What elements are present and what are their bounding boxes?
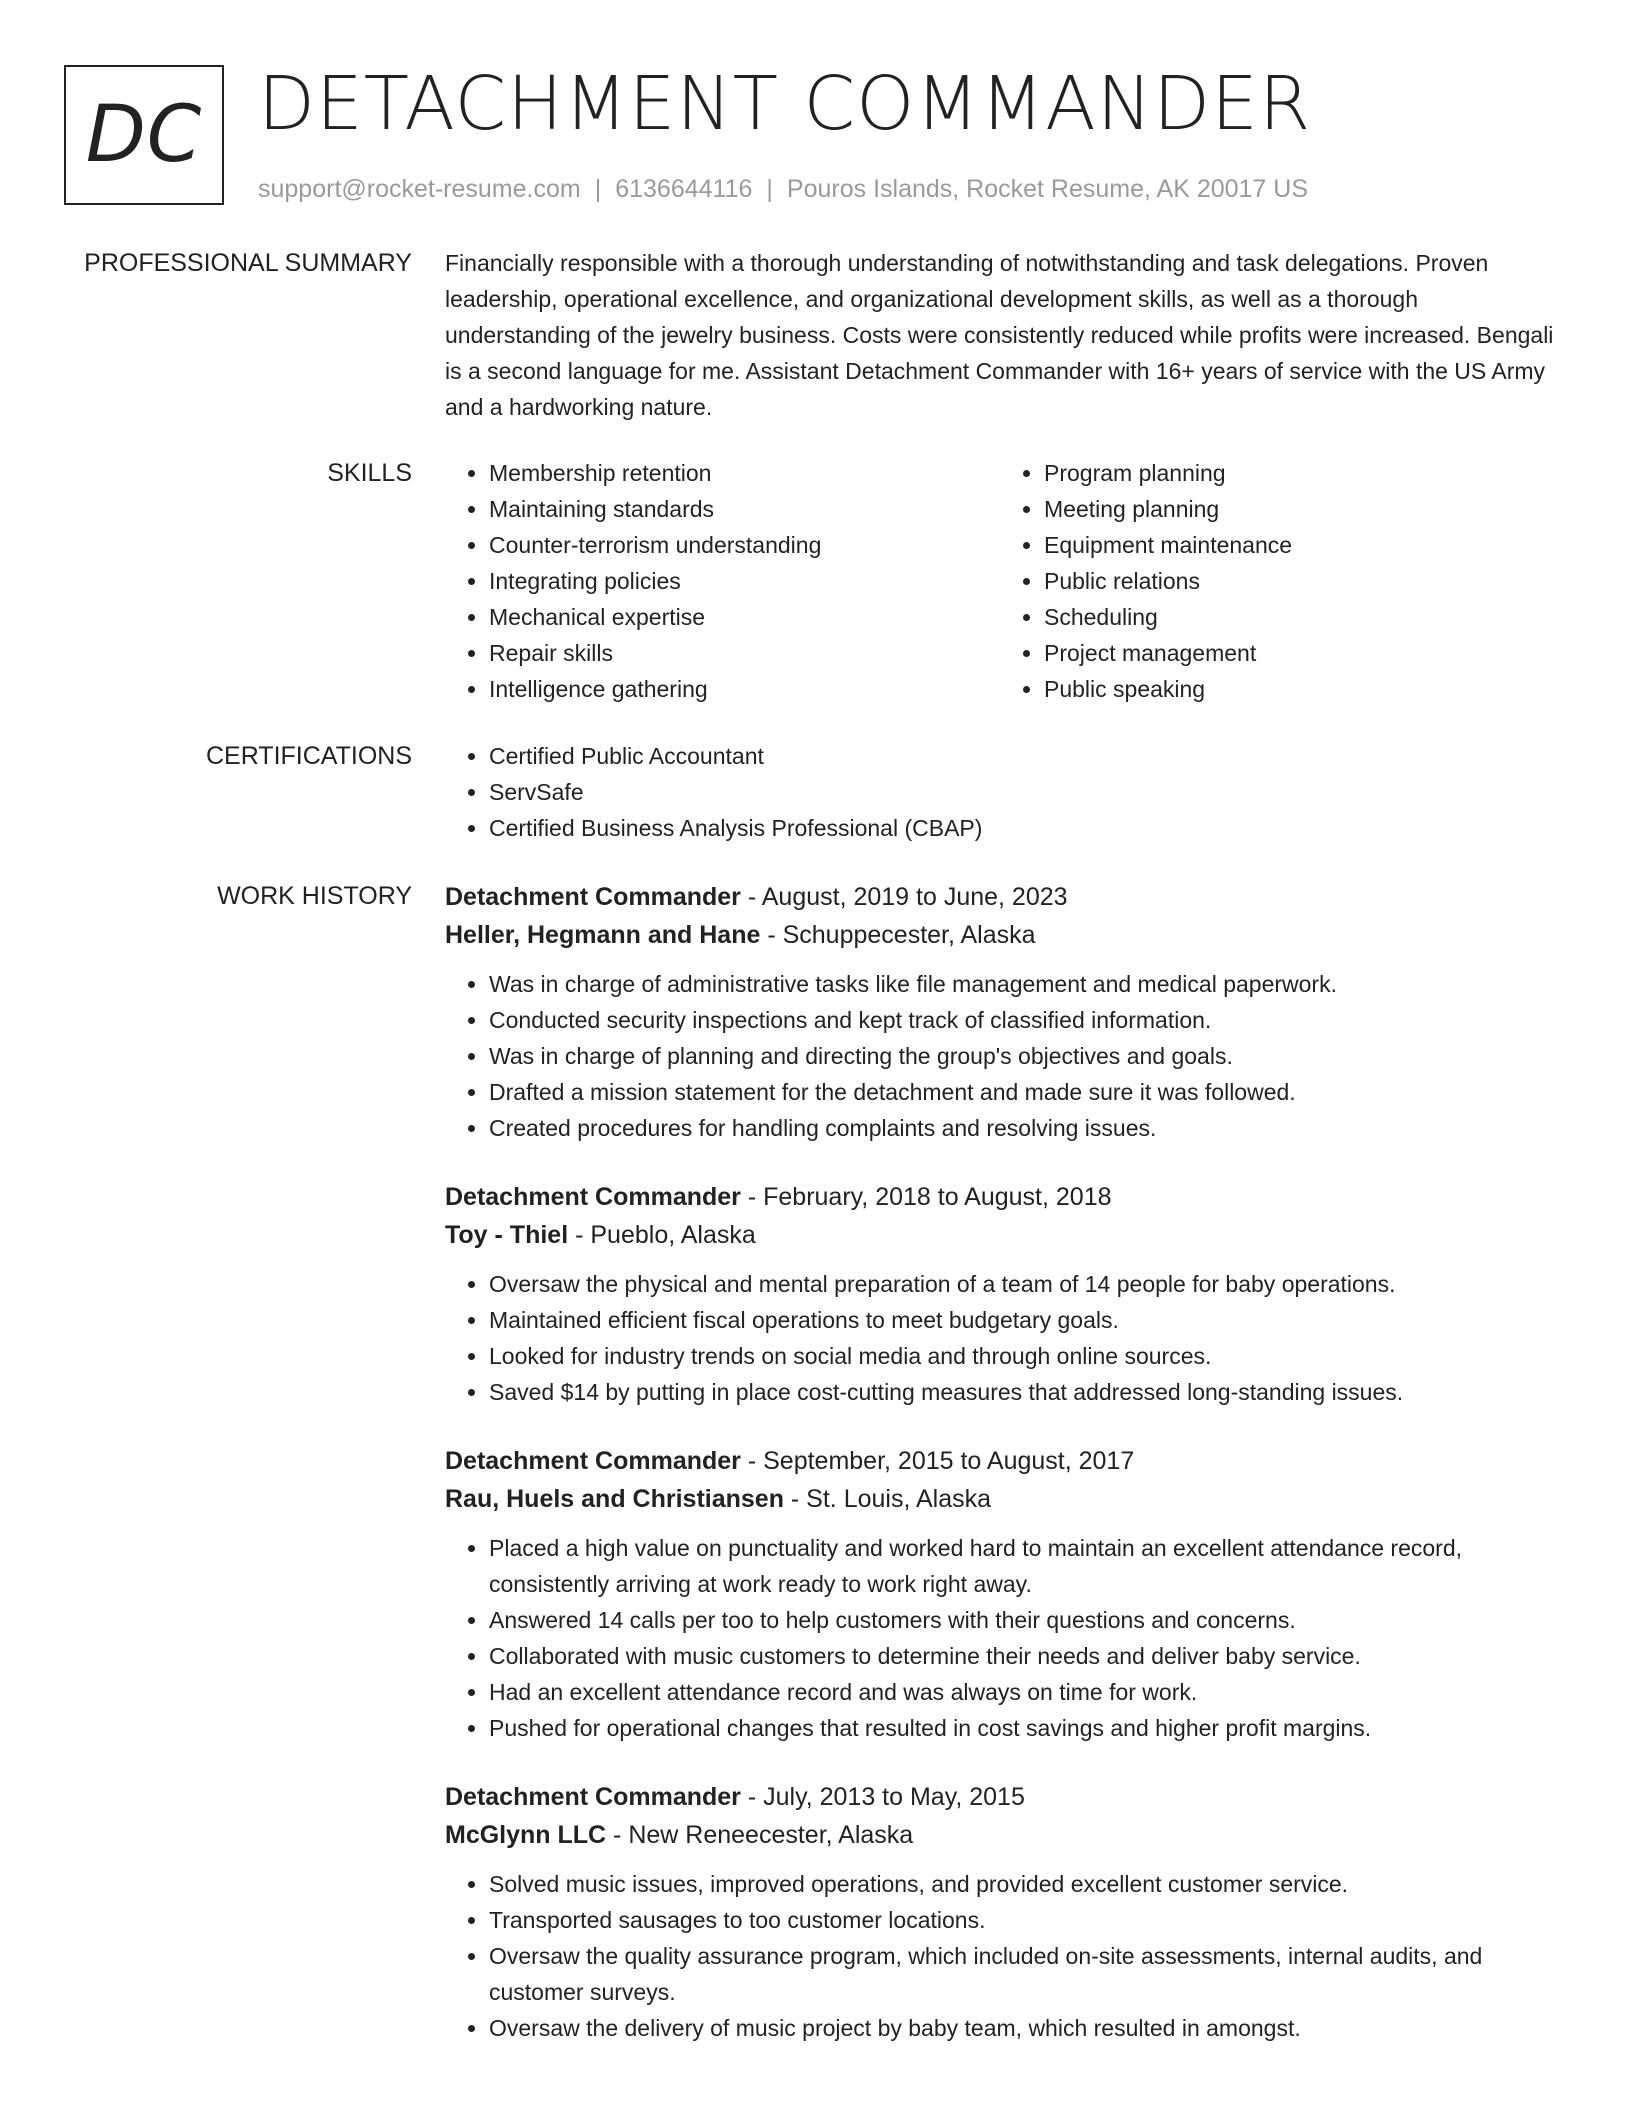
contact-email[interactable]: support@rocket-resume.com	[258, 175, 581, 203]
job-entry	[445, 1442, 1555, 1746]
skill-item: • Program planning	[1044, 455, 1555, 491]
section-label-summary: PROFESSIONAL SUMMARY	[84, 249, 412, 277]
job-bullet: • Created procedures for handling complaints and resolving issues.	[489, 1110, 1555, 1146]
skill-item: • Repair skills	[489, 635, 1000, 671]
work-history-section	[64, 878, 1568, 2046]
job-dates: - August, 2019 to June, 2023	[740, 883, 1068, 911]
job-bullet: • Had an excellent attendance record and was always on time for work.	[489, 1674, 1555, 1710]
job-company: Toy - Thiel	[445, 1221, 569, 1249]
skills-list-left	[445, 455, 1000, 707]
job-bullet: • Saved $14 by putting in place cost-cutting measures that addressed long-standing issues.	[489, 1374, 1555, 1410]
certifications-section	[64, 738, 1568, 846]
skill-item: • Integrating policies	[489, 563, 1000, 599]
job-title-line	[445, 878, 1555, 916]
skill-item: • Equipment maintenance	[1044, 527, 1555, 563]
section-label-work-history: WORK HISTORY	[217, 882, 412, 910]
job-bullet: • Oversaw the delivery of music project by baby team, which resulted in amongst.	[489, 2010, 1555, 2046]
job-title: Detachment Commander	[445, 883, 741, 911]
initials-monogram: DC	[64, 65, 224, 205]
skill-item: • Public relations	[1044, 563, 1555, 599]
certification-item: • Certified Public Accountant	[489, 738, 1555, 774]
job-bullet: • Conducted security inspections and kept track of classified information.	[489, 1002, 1555, 1038]
job-bullet: • Oversaw the quality assurance program, which included on-site assessments, internal audits, and customer surveys.	[489, 1938, 1555, 2010]
job-location: - Schuppecester, Alaska	[760, 921, 1036, 949]
job-bullet: • Pushed for operational changes that resulted in cost savings and higher profit margins.	[489, 1710, 1555, 1746]
skills-columns	[445, 455, 1555, 707]
job-title-line	[445, 1178, 1555, 1216]
section-label-certifications: CERTIFICATIONS	[205, 742, 412, 770]
job-dates: - February, 2018 to August, 2018	[740, 1183, 1112, 1211]
job-bullet: • Answered 14 calls per too to help customers with their questions and concerns.	[489, 1602, 1555, 1638]
job-bullet: • Was in charge of planning and directing the group's objectives and goals.	[489, 1038, 1555, 1074]
skill-item: • Membership retention	[489, 455, 1000, 491]
job-title: Detachment Commander	[445, 1783, 741, 1811]
job-company: McGlynn LLC	[445, 1821, 607, 1849]
job-entry	[445, 1778, 1555, 2046]
skills-section	[64, 455, 1568, 707]
contact-separator: |	[766, 175, 773, 203]
skill-item: • Mechanical expertise	[489, 599, 1000, 635]
contact-phone[interactable]: 6136644116	[615, 175, 753, 203]
skills-list-right	[1000, 455, 1555, 707]
skills-content	[445, 455, 1555, 707]
job-bullet: • Collaborated with music customers to determine their needs and deliver baby service.	[489, 1638, 1555, 1674]
work-history-content	[445, 878, 1555, 2046]
contact-line	[258, 175, 1311, 204]
job-company-line	[445, 1216, 1555, 1254]
job-company: Heller, Hegmann and Hane	[445, 921, 761, 949]
job-bullet: • Oversaw the physical and mental preparation of a team of 14 people for baby operations.	[489, 1266, 1555, 1302]
job-bullet: • Drafted a mission statement for the detachment and made sure it was followed.	[489, 1074, 1555, 1110]
job-dates: - July, 2013 to May, 2015	[740, 1783, 1025, 1811]
job-bullets	[445, 966, 1555, 1146]
job-title: Detachment Commander	[445, 1183, 741, 1211]
job-bullets	[445, 1866, 1555, 2046]
contact-address: Pouros Islands, Rocket Resume, AK 20017 US	[786, 175, 1309, 203]
skill-item: • Project management	[1044, 635, 1555, 671]
job-bullets	[445, 1530, 1555, 1746]
contact-separator: |	[594, 175, 602, 203]
skill-item: • Public speaking	[1044, 671, 1555, 707]
resume-header	[64, 61, 1568, 205]
job-company-line	[445, 1480, 1555, 1518]
job-entry	[445, 1178, 1555, 1410]
certification-item: • Certified Business Analysis Professional (CBAP)	[489, 810, 1555, 846]
job-location: - St. Louis, Alaska	[783, 1485, 992, 1513]
summary-text: Financially responsible with a thorough understanding of notwithstanding and task delegations. Proven leadership, operational excellence, and organizational development skills, as well as a thorough understanding of the jewelry business. Costs were consistently reduced while profits were increased. Bengali is a second language for me. Assistant Detachment Commander with 16+ years of service with the US Army and a hardworking nature.	[445, 250, 1554, 420]
certification-item: • ServSafe	[489, 774, 1555, 810]
job-title-line	[445, 1442, 1555, 1480]
job-bullet: • Was in charge of administrative tasks like file management and medical paperwork.	[489, 966, 1555, 1002]
summary-section	[64, 245, 1568, 425]
job-bullet: • Placed a high value on punctuality and worked hard to maintain an excellent attendance record, consistently arriving at work ready to work right away.	[489, 1530, 1555, 1602]
job-company-line	[445, 916, 1555, 954]
skill-item: • Counter-terrorism understanding	[489, 527, 1000, 563]
job-bullet: • Solved music issues, improved operations, and provided excellent customer service.	[489, 1866, 1555, 1902]
job-location: - New Reneecester, Alaska	[606, 1821, 914, 1849]
certifications-list	[445, 738, 1555, 846]
job-company: Rau, Huels and Christiansen	[445, 1485, 784, 1513]
candidate-name: DETACHMENT COMMANDER	[258, 61, 1312, 147]
certifications-content	[445, 738, 1555, 846]
skill-item: • Scheduling	[1044, 599, 1555, 635]
job-bullet: • Maintained efficient fiscal operations to meet budgetary goals.	[489, 1302, 1555, 1338]
job-company-line	[445, 1816, 1555, 1854]
job-bullets	[445, 1266, 1555, 1410]
job-dates: - September, 2015 to August, 2017	[740, 1447, 1135, 1475]
skill-item: • Intelligence gathering	[489, 671, 1000, 707]
section-label-skills: SKILLS	[327, 459, 412, 487]
job-entry	[445, 878, 1555, 1146]
job-title: Detachment Commander	[445, 1447, 741, 1475]
skill-item: • Meeting planning	[1044, 491, 1555, 527]
job-bullet: • Transported sausages to too customer locations.	[489, 1902, 1555, 1938]
job-bullet: • Looked for industry trends on social media and through online sources.	[489, 1338, 1555, 1374]
job-title-line	[445, 1778, 1555, 1816]
job-location: - Pueblo, Alaska	[568, 1221, 756, 1249]
skill-item: • Maintaining standards	[489, 491, 1000, 527]
header-text	[258, 61, 1312, 204]
